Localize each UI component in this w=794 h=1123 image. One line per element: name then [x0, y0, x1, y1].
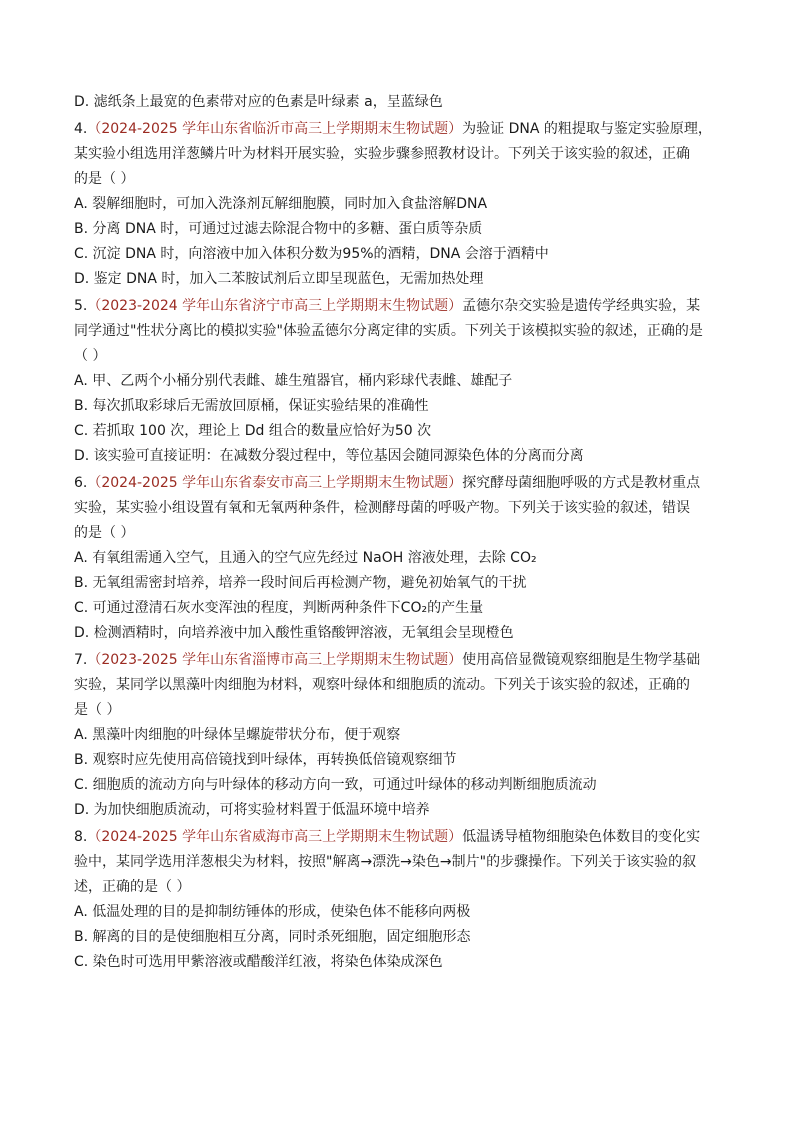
option-b: B. 解离的目的是使细胞相互分离，同时杀死细胞，固定细胞形态 — [74, 929, 471, 945]
option-b: B. 每次抓取彩球后无需放回原桶，保证实验结果的准确性 — [74, 398, 429, 414]
question-stem-text: 同学通过"性状分离比的模拟实验"体验孟德尔分离定律的实质。下列关于该模拟实验的叙述，正确的是 — [74, 323, 703, 339]
option-c: C. 可通过澄清石灰水变浑浊的程度，判断两种条件下CO₂的产生量 — [74, 600, 484, 616]
option-b: B. 无氧组需密封培养，培养一段时间后再检测产物，避免初始氧气的干扰 — [74, 575, 527, 591]
option-a: A. 裂解细胞时，可加入洗涤剂瓦解细胞膜，同时加入食盐溶解DNA — [74, 196, 488, 212]
question-6 — [74, 473, 726, 643]
question-stem-text: 孟德尔杂交实验是遗传学经典实验，某 — [462, 298, 701, 314]
question-stem-text: 实验，某同学以黑藻叶肉细胞为材料，观察叶绿体和细胞质的流动。下列关于该实验的叙述，正确的 — [74, 677, 690, 693]
question-stem-text: 是（ ） — [74, 702, 121, 718]
question-source: （2024-2025 学年山东省威海市高三上学期期末生物试题） — [87, 829, 463, 845]
question-number: 8. — [74, 829, 88, 845]
option-a: A. 甲、乙两个小桶分别代表雌、雄生殖器官，桶内彩球代表雌、雄配子 — [74, 373, 513, 389]
option-c: C. 细胞质的流动方向与叶绿体的移动方向一致，可通过叶绿体的移动判断细胞质流动 — [74, 777, 597, 793]
question-stem-text: 述，正确的是（ ） — [74, 879, 191, 895]
question-stem-text: 验中，某同学选用洋葱根尖为材料，按照"解离→漂洗→染色→制片"的步骤操作。下列关于该实验的叙 — [74, 854, 697, 870]
question-source: （2023-2025 学年山东省淄博市高三上学期期末生物试题） — [87, 652, 463, 668]
option-a: A. 有氧组需通入空气，且通入的空气应先经过 NaOH 溶液处理，去除 CO₂ — [74, 550, 537, 566]
question-stem-text: 实验，某实验小组设置有氧和无氧两种条件，检测酵母菌的呼吸产物。下列关于该实验的叙述，错误 — [74, 500, 690, 516]
question-stem-text: （ ） — [74, 348, 107, 364]
question-7-first-line — [74, 650, 726, 670]
question-5-first-line — [74, 296, 726, 316]
question-stem-text: 探究酵母菌细胞呼吸的方式是教材重点 — [462, 475, 701, 491]
question-8-first-line — [74, 827, 726, 847]
option-c: C. 沉淀 DNA 时，向溶液中加入体积分数为95%的酒精，DNA 会溶于酒精中 — [74, 246, 549, 262]
question-source: （2024-2025 学年山东省临沂市高三上学期期末生物试题） — [87, 121, 463, 137]
question-stem-text: 为验证 DNA 的粗提取与鉴定实验原理， — [462, 121, 712, 137]
question-number: 4. — [74, 121, 88, 137]
question-stem-text: 使用高倍显微镜观察细胞是生物学基础 — [462, 652, 701, 668]
option-b: B. 观察时应先使用高倍镜找到叶绿体，再转换低倍镜观察细节 — [74, 752, 457, 768]
question-stem-text: 某实验小组选用洋葱鳞片叶为材料开展实验，实验步骤参照教材设计。下列关于该实验的叙述，正确 — [74, 146, 690, 162]
question-number: 7. — [74, 652, 88, 668]
question-5 — [74, 296, 726, 466]
option-c: C. 染色时可选用甲紫溶液或醋酸洋红液，将染色体染成深色 — [74, 954, 443, 970]
question-source: （2024-2025 学年山东省泰安市高三上学期期末生物试题） — [87, 475, 463, 491]
option-d: D. 为加快细胞质流动，可将实验材料置于低温环境中培养 — [74, 802, 430, 818]
question-4-first-line — [74, 119, 726, 139]
option-c: C. 若抓取 100 次，理论上 Dd 组合的数量应恰好为50 次 — [74, 423, 432, 439]
question-4 — [74, 119, 726, 289]
option-d: D. 鉴定 DNA 时，加入二苯胺试剂后立即呈现蓝色，无需加热处理 — [74, 271, 484, 287]
option-a: A. 黑藻叶肉细胞的叶绿体呈螺旋带状分布，便于观察 — [74, 727, 401, 743]
question-6-first-line — [74, 473, 726, 493]
option-d: D. 该实验可直接证明：在减数分裂过程中，等位基因会随同源染色体的分离而分离 — [74, 448, 584, 464]
option-d: D. 检测酒精时，向培养液中加入酸性重铬酸钾溶液，无氧组会呈现橙色 — [74, 625, 514, 641]
question-stem-text: 的是（ ） — [74, 525, 135, 541]
option-b: B. 分离 DNA 时，可通过过滤去除混合物中的多糖、蛋白质等杂质 — [74, 221, 483, 237]
question-stem-text: 低温诱导植物细胞染色体数目的变化实 — [462, 829, 701, 845]
question-source: （2023-2024 学年山东省济宁市高三上学期期末生物试题） — [87, 298, 463, 314]
question-8 — [74, 827, 726, 972]
question-number: 6. — [74, 475, 88, 491]
question-number: 5. — [74, 298, 88, 314]
option-a: A. 低温处理的目的是抑制纺锤体的形成，使染色体不能移向两极 — [74, 904, 471, 920]
question-7 — [74, 650, 726, 820]
previous-question-option-d: D. 滤纸条上最宽的色素带对应的色素是叶绿素 a，呈蓝绿色 — [74, 94, 443, 110]
question-stem-text: 的是（ ） — [74, 171, 135, 187]
